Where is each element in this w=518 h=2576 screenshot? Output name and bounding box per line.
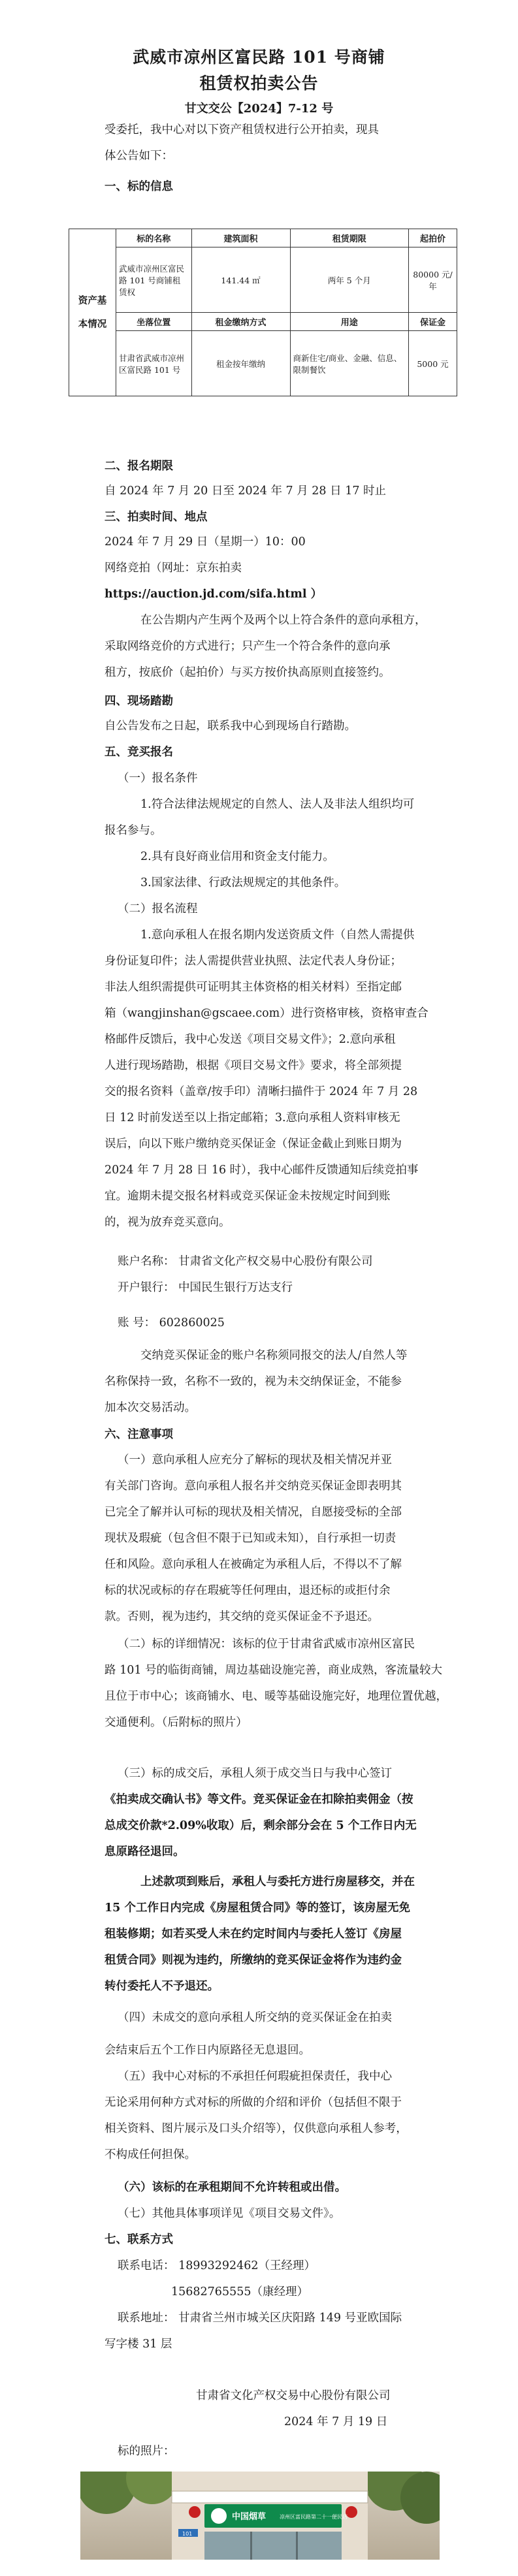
deposit-note-line-1: 交纳竞买保证金的账户名称须同报交的法人/自然人等 — [140, 1349, 408, 1362]
process-line-8: 日 12 时前发送至以上指定邮箱；3.意向承租人资料审核无 — [105, 1111, 400, 1124]
signup-period: 自 2024 年 7 月 20 日至 2024 年 7 月 28 日 17 时止 — [105, 485, 387, 498]
phone-2[interactable]: 15682765555（康经理） — [171, 2285, 308, 2298]
account-number-label: 账 号： — [118, 1316, 156, 1329]
address-line-2: 写字楼 31 层 — [105, 2338, 172, 2351]
intro-line-1: 受委托，我中心对以下资产租赁权进行公开拍卖，现具 — [105, 123, 379, 136]
notice-item-1-line-2: 有关部门咨询。意向承租人报名并交纳竞买保证金即表明其 — [105, 1480, 402, 1493]
header-asset-name: 标的名称 — [116, 229, 191, 247]
issue-date: 2024 年 7 月 19 日 — [284, 2415, 388, 2428]
shop-number: 101 — [182, 2531, 193, 2537]
notice-item-3-line-2: 《拍卖成交确认书》等文件。竞买保证金在扣除拍卖佣金（按 — [105, 1793, 413, 1806]
value-deposit: 5000 元 — [408, 331, 457, 396]
notice-item-2-line-3: 且位于市中心；该商铺水、电、暖等基础设施完好，地理位置优越， — [105, 1690, 447, 1703]
process-line-5: 格邮件反馈后，我中心发送《项目交易文件》；2.意向承租 — [105, 1033, 396, 1046]
header-location: 坐落位置 — [116, 313, 191, 331]
handover-line-3: 租装修期；如若买受人未在约定时间内与委托人签订《房屋 — [105, 1928, 402, 1941]
notice-item-2-line-2: 路 101 号的临街商铺，周边基础设施完善，商业成熟，客流量较大 — [105, 1664, 443, 1677]
value-start-price: 80000 元/年 — [408, 247, 457, 313]
auction-url[interactable]: https://auction.jd.com/sifa.html ） — [105, 588, 323, 601]
header-lease-term: 租赁期限 — [290, 229, 408, 247]
address-line-1: 联系地址： 甘肃省兰州市城关区庆阳路 149 号亚欧国际 — [118, 2312, 402, 2325]
issuing-org: 甘肃省文化产权交易中心股份有限公司 — [196, 2389, 391, 2402]
account-number: 602860025 — [159, 1316, 225, 1329]
storefront-glass — [204, 2532, 342, 2560]
intro-line-2: 体公告如下： — [105, 150, 173, 163]
process-line-9: 误后，向以下账户缴纳竞买保证金（保证金截止到账日期为 — [105, 1137, 402, 1151]
handover-line-4: 租赁合同》则视为违约，所缴纳的竞买保证金将作为违约金 — [105, 1954, 402, 1967]
asset-side-label — [69, 229, 116, 396]
side-label-1: 资产基 — [78, 294, 107, 306]
section-3-heading: 三、拍卖时间、地点 — [105, 511, 208, 524]
condition-1-line-2: 报名参与。 — [105, 824, 162, 837]
account-name: 账户名称： 甘肃省文化产权交易中心股份有限公司 — [118, 1255, 373, 1268]
process-line-10: 2024 年 7 月 28 日 16 时），我中心邮件反馈通知后续竞拍事 — [105, 1164, 419, 1177]
notice-item-6: （六）该标的在承租期间不允许转租或出借。 — [118, 2181, 346, 2194]
section-5-heading: 五、竞买报名 — [105, 746, 173, 759]
handover-line-2: 15 个工作日内完成《房屋租赁合同》等的签订，该房屋无免 — [105, 1901, 410, 1915]
header-start-price: 起拍价 — [408, 229, 457, 247]
site-visit-text: 自公告发布之日起，联系我中心到现场自行踏勘。 — [105, 720, 356, 733]
deposit-note-line-2: 名称保持一致，名称不一致的，视为未交纳保证金，不能参 — [105, 1375, 402, 1388]
header-usage: 用途 — [290, 313, 408, 331]
notice-item-7: （七）其他具体事项详见《项目交易文件》。 — [118, 2207, 341, 2220]
notice-item-5-line-1: （五）我中心对标的不承担任何瑕疵担保责任，我中心 — [118, 2070, 392, 2083]
notice-item-1-line-3: 已完全了解并认可标的现状及相关情况，自愿接受标的全部 — [105, 1506, 402, 1519]
notice-item-1-line-4: 现状及瑕疵（包含但不限于已知或未知），自行承担一切责 — [105, 1532, 397, 1545]
process-line-1: 1.意向承租人在报名期内发送资质文件（自然人需提供 — [140, 929, 415, 942]
process-line-7: 交的报名资料（盖章/按手印）清晰扫描件于 2024 年 7 月 28 — [105, 1085, 418, 1098]
notice-item-4-line-1: （四）未成交的意向承租人所交纳的竞买保证金在拍卖 — [118, 2011, 392, 2024]
section-7-heading: 七、联系方式 — [105, 2233, 173, 2246]
shop-photo — [80, 2472, 440, 2560]
value-lease-term: 两年 5 个月 — [290, 247, 408, 313]
process-line-11: 宜。逾期未提交报名材料或竞买保证金未按规定时间到账 — [105, 1190, 391, 1203]
condition-2: 2.具有良好商业信用和资金支付能力。 — [140, 850, 334, 863]
rule-line-3: 租方，按底价（起拍价）与买方按价执高原则直接签约。 — [105, 666, 391, 679]
process-line-3: 非法人组织需提供可证明其主体资格的相关材料）至指定邮 — [105, 981, 402, 994]
asset-info-table — [69, 229, 457, 396]
process-line-6: 人进行现场踏勘，根据《项目交易文件》要求，将全部须提 — [105, 1059, 402, 1072]
document-number: 甘文交公【2024】7-12 号 — [184, 102, 334, 116]
process-line-12: 的，视为放弃竞买意向。 — [105, 1216, 231, 1229]
value-usage: 商新住宅/商业、金融、信息、限制餐饮 — [290, 331, 408, 396]
handover-line-5: 转付委托人不予退还。 — [105, 1980, 219, 1993]
notice-item-3-line-1: （三）标的成交后，承租人须于成交当日与我中心签订 — [118, 1767, 392, 1780]
rule-line-1: 在公告期内产生两个及两个以上符合条件的意向承租方， — [140, 614, 427, 627]
header-area: 建筑面积 — [191, 229, 290, 247]
value-asset-name: 武威市凉州区富民路 101 号商铺租赁权 — [116, 247, 191, 313]
section-6-heading: 六、注意事项 — [105, 1428, 173, 1441]
condition-1-line-1: 1.符合法律法规规定的自然人、法人及非法人组织均可 — [140, 798, 415, 811]
notice-item-1-line-7: 款。否则，视为违约，其交纳的竞买保证金不予退还。 — [105, 1610, 379, 1623]
value-location: 甘肃省武威市凉州区富民路 101 号 — [116, 331, 191, 396]
photo-label: 标的照片： — [118, 2445, 175, 2458]
header-deposit: 保证金 — [408, 313, 457, 331]
process-line-4: 箱（wangjinshan@gscaee.com）进行资格审核，资格审查合 — [105, 1007, 429, 1020]
notice-item-5-line-3: 相关资料、图片展示及口头介绍等），仅供意向承租人参考， — [105, 2122, 408, 2135]
notice-item-1-line-1: （一）意向承租人应充分了解标的现状及相关情况并亚 — [118, 1454, 392, 1467]
title-line-1: 武威市凉州区富民路 101 号商铺 — [133, 48, 385, 67]
notice-item-5-line-2: 无论采用何种方式对标的所做的介绍和评价（包括但不限于 — [105, 2096, 402, 2109]
auction-platform — [105, 559, 242, 575]
phone-label: 联系电话： — [118, 2259, 175, 2272]
notice-item-2-line-1: （二）标的详细情况：该标的位于甘肃省武威市凉州区富民 — [118, 1638, 415, 1651]
value-area: 141.44 ㎡ — [191, 247, 290, 313]
section-4-heading: 四、现场踏勘 — [105, 695, 173, 708]
phone-1[interactable]: 18993292462（王经理） — [178, 2259, 316, 2272]
title-line-2: 租赁权拍卖公告 — [199, 74, 319, 93]
sign-text: 中国烟草 — [232, 2512, 267, 2522]
platform-text: 网络竞拍（网址：京东拍卖 — [105, 562, 242, 575]
account-number-row — [118, 1314, 225, 1330]
deposit-note-line-3: 加本次交易活动。 — [105, 1401, 196, 1414]
notice-item-3-line-3: 总成交价款*2.09%收取）后，剩余部分会在 5 个工作日内无 — [105, 1819, 417, 1832]
sign-subtext: 凉州区富民路第二十一便民店 — [280, 2514, 348, 2520]
side-label-2: 本情况 — [78, 318, 107, 330]
lantern-left — [189, 2506, 201, 2518]
process-line-2: 身份证复印件；法人需提供营业执照、法定代表人身份证； — [105, 955, 402, 968]
sub-heading-conditions: （一）报名条件 — [118, 772, 198, 785]
handover-line-1: 上述款项到账后，承租人与委托方进行房屋移交，并在 — [140, 1875, 415, 1888]
notice-item-3-line-4: 息原路径退回。 — [105, 1845, 185, 1858]
sub-heading-process: （二）报名流程 — [118, 902, 198, 915]
shop-photo-svg — [80, 2472, 440, 2560]
notice-item-5-line-4: 不构成任何担保。 — [105, 2148, 196, 2161]
bank-name: 开户银行： 中国民生银行万达支行 — [118, 1281, 293, 1294]
rule-line-2: 采取网络竞价的方式进行；只产生一个符合条件的意向承 — [105, 640, 391, 653]
notice-item-4-line-2: 会结束后五个工作日内原路径无息退回。 — [105, 2044, 310, 2057]
section-2-heading: 二、报名期限 — [105, 460, 173, 473]
phone-row-1 — [118, 2257, 316, 2273]
notice-item-1-line-6: 标的状况或标的存在瑕疵等任何理由，退还标的或拒付余 — [105, 1584, 391, 1597]
condition-3: 3.国家法律、行政法规规定的其他条件。 — [140, 876, 346, 889]
value-payment: 租金按年缴纳 — [191, 331, 290, 396]
section-1-heading: 一、标的信息 — [105, 180, 173, 193]
tobacco-logo-icon — [211, 2508, 227, 2524]
notice-item-1-line-5: 任和风险。意向承租人在被确定为承租人后，不得以不了解 — [105, 1558, 402, 1571]
auction-time: 2024 年 7 月 29 日（星期一）10：00 — [105, 535, 306, 549]
header-payment: 租金缴纳方式 — [191, 313, 290, 331]
notice-item-2-line-4: 交通便利。（后附标的照片） — [105, 1716, 248, 1729]
